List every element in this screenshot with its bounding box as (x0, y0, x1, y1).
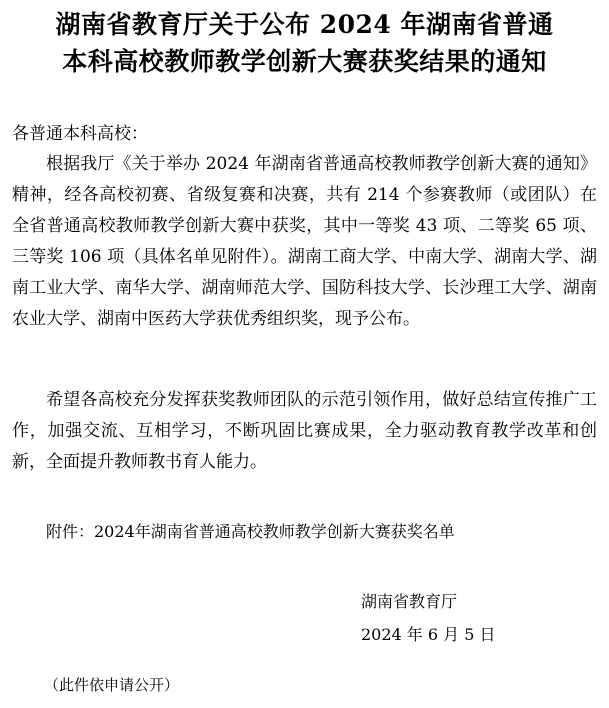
attachment-note: 附件：2024年湖南省普通高校教师教学创新大赛获奖名单 (46, 522, 455, 541)
title-line-2: 本科高校教师教学创新大赛获奖结果的通知 (62, 47, 547, 76)
body-paragraph-1: 根据我厅《关于举办 2024 年湖南省普通高校教师教学创新大赛的通知》精神，经各高校初赛、省级复赛和决赛，共有 214 个参赛教师（或团队）在全省普通高校教师教学创新大赛中获奖，其中一等奖 43 项、二等奖 65 项、三等奖 106 项（具体名单见附件）。湖南工商大学、中南大学、湖南大学、湖南工业大学、南华大学、湖南师范大学、国防科技大学、长沙理工大学、湖南农业大学、湖南中医药大学获优秀组织奖，现予公布。 (12, 154, 597, 329)
document-title (0, 6, 609, 80)
salutation: 各普通本科高校： (12, 124, 148, 144)
disclosure-note: （此件依申请公开） (44, 676, 180, 694)
issue-date: 2024 年 6 月 5 日 (361, 625, 496, 644)
issuing-authority: 湖南省教育厅 (361, 592, 458, 611)
body-paragraph-2: 希望各高校充分发挥获奖教师团队的示范引领作用，做好总结宣传推广工作，加强交流、互相学习，不断巩固比赛成果，全力驱动教育教学改革和创新，全面提升教师教书育人能力。 (12, 390, 597, 472)
title-line-1: 湖南省教育厅关于公布 2024 年湖南省普通 (55, 10, 554, 39)
